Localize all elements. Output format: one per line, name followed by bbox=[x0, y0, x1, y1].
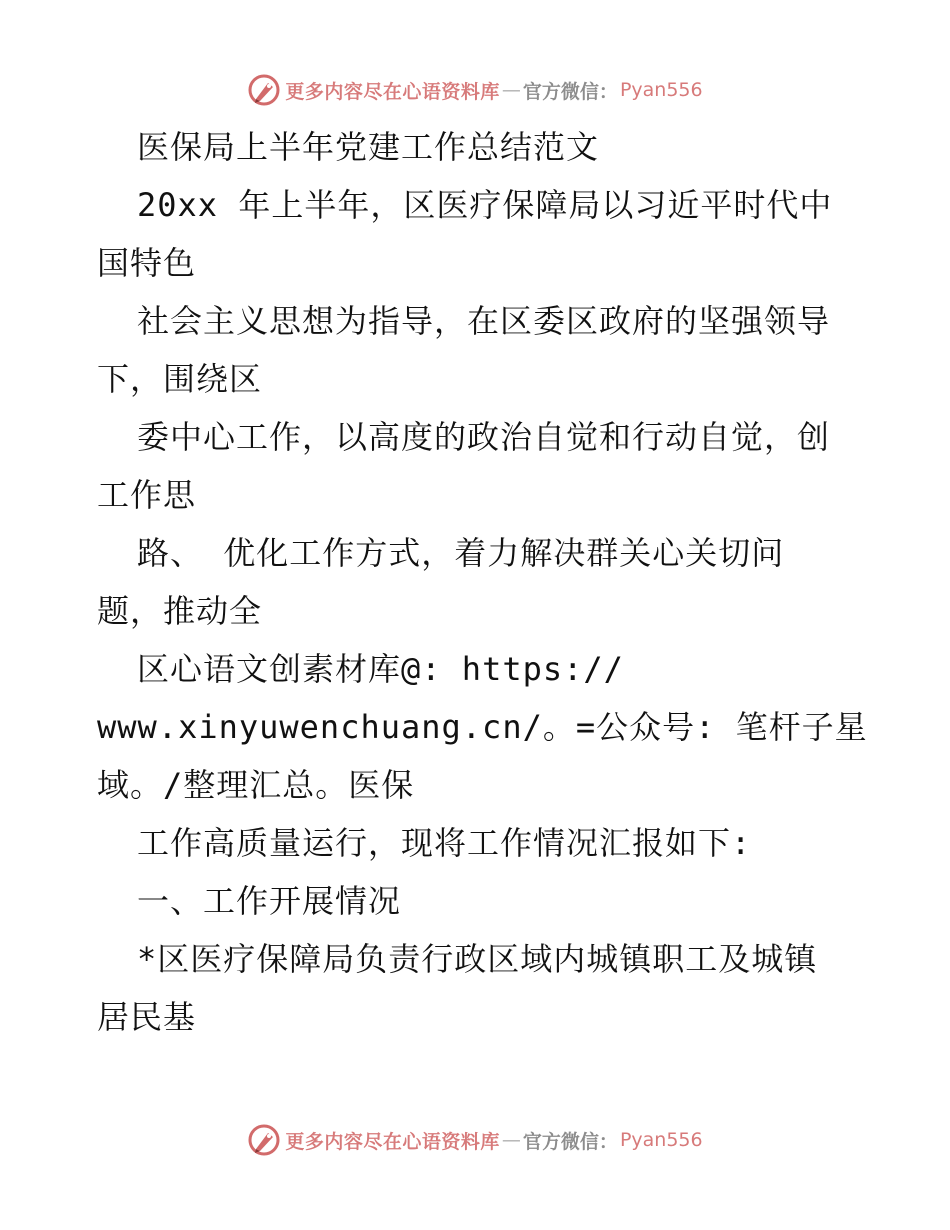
pen-nib-logo-icon bbox=[247, 73, 281, 107]
text-line: 域。/整理汇总。医保 bbox=[97, 766, 415, 804]
text-line: 国特色 bbox=[97, 244, 197, 282]
text-line: 题，推动全 bbox=[97, 592, 263, 630]
text-line: 居民基 bbox=[97, 998, 197, 1036]
pen-nib-logo-icon bbox=[247, 1123, 281, 1157]
brand-text: 更多内容尽在心语资料库 bbox=[285, 80, 500, 103]
brand-dash: — bbox=[501, 1129, 521, 1151]
text-line: *区医疗保障局负责行政区域内城镇职工及城镇 bbox=[137, 940, 818, 978]
brand-dash: — bbox=[501, 79, 521, 101]
document-body bbox=[97, 118, 868, 1046]
text-line: 下，围绕区 bbox=[97, 360, 263, 398]
text-line: 20xx 年上半年，区医疗保障局以习近平时代中 bbox=[137, 186, 833, 224]
text-line: www.xinyuwenchuang.cn/。=公众号: 笔杆子星 bbox=[97, 708, 868, 746]
official-label: 官方微信： bbox=[522, 80, 618, 103]
text-line: 区心语文创素材库@: https:// bbox=[137, 650, 624, 688]
text-line: 社会主义思想为指导，在区委区政府的坚强领导 bbox=[137, 302, 831, 340]
section-heading: 一、工作开展情况 bbox=[137, 882, 402, 920]
text-line: 工作思 bbox=[97, 476, 197, 514]
official-label: 官方微信： bbox=[522, 1130, 618, 1153]
text-line: 委中心工作，以高度的政治自觉和行动自觉，创 bbox=[137, 418, 831, 456]
brand-text: 更多内容尽在心语资料库 bbox=[285, 1130, 500, 1153]
header-watermark-banner bbox=[0, 70, 950, 110]
text-line: 路、 优化工作方式，着力解决群关心关切问 bbox=[137, 534, 785, 572]
footer-watermark-banner bbox=[0, 1120, 950, 1160]
text-line: 工作高质量运行，现将工作情况汇报如下: bbox=[137, 824, 752, 862]
account-id: Pyan556 bbox=[619, 1129, 703, 1151]
document-title: 医保局上半年党建工作总结范文 bbox=[137, 128, 600, 166]
account-id: Pyan556 bbox=[619, 79, 703, 101]
